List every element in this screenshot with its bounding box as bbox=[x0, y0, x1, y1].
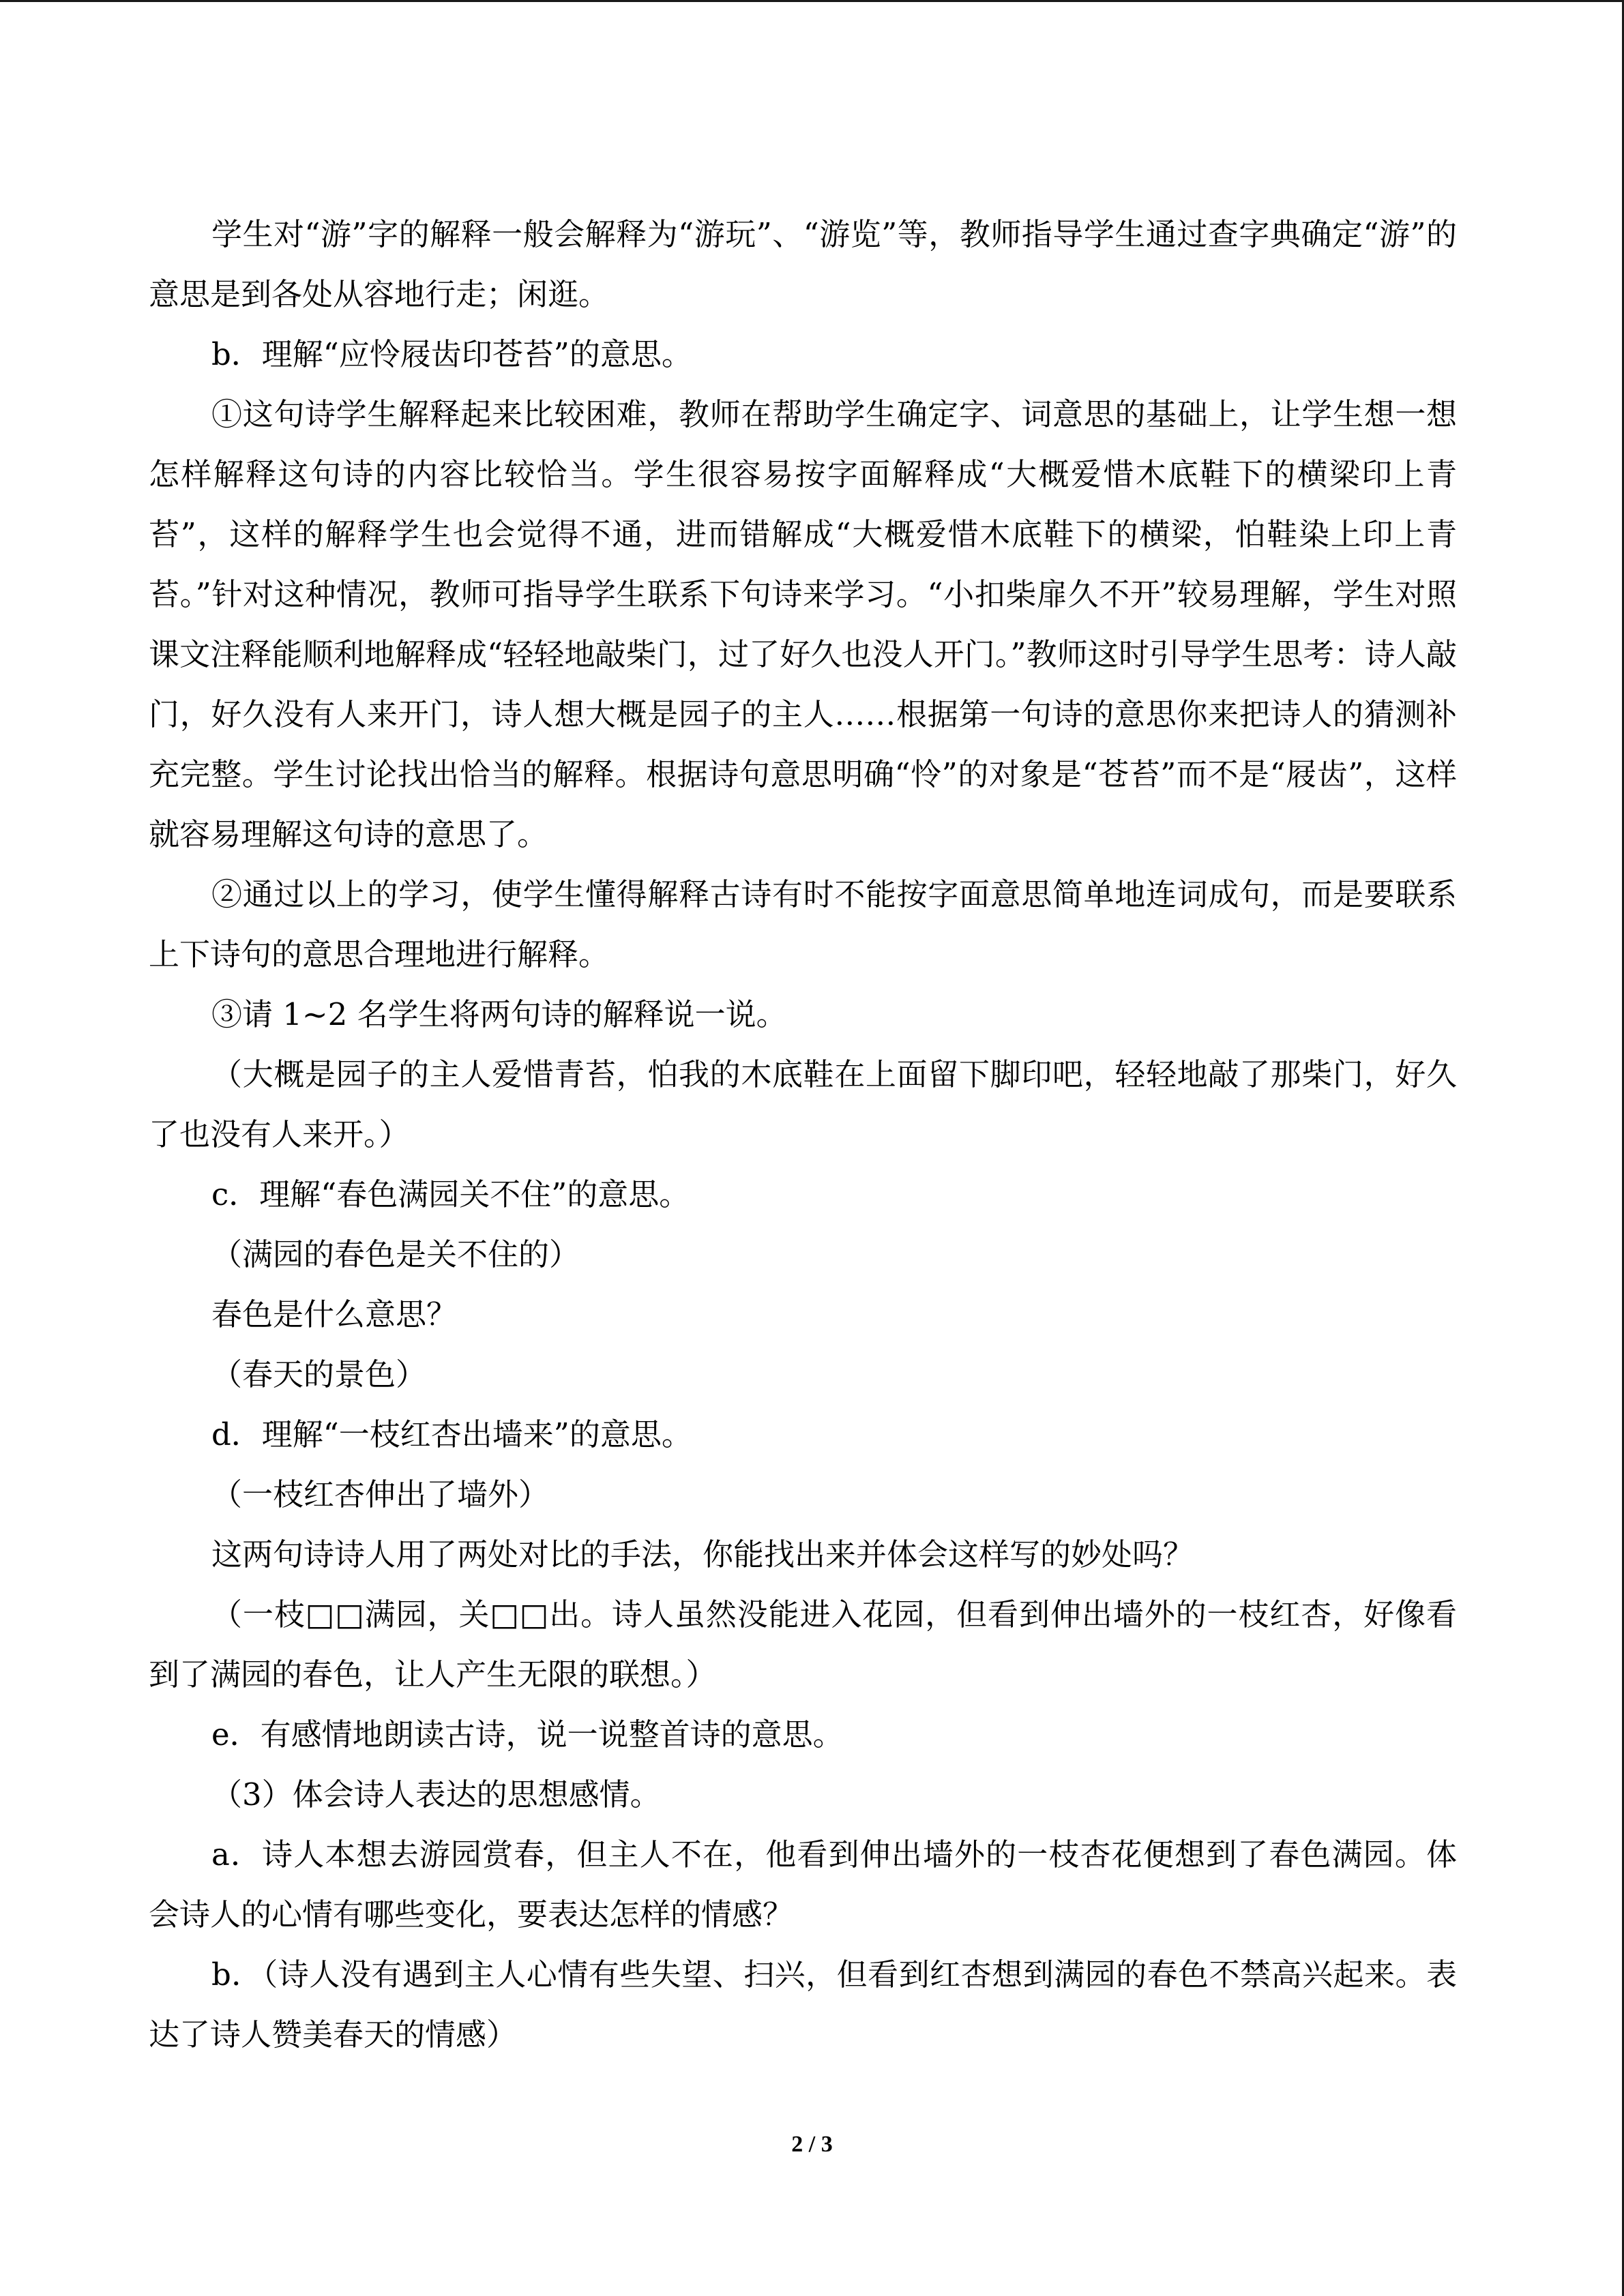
document-body bbox=[149, 205, 1457, 2065]
paragraph: b．理解“应怜屐齿印苍苔”的意思。 bbox=[211, 336, 692, 372]
paragraph: e．有感情地朗读古诗，说一说整首诗的意思。 bbox=[211, 1716, 844, 1753]
paragraph: c．理解“春色满园关不住”的意思。 bbox=[211, 1176, 690, 1212]
paragraph: （3）体会诗人表达的思想感情。 bbox=[211, 1776, 661, 1813]
paragraph: 学生对“游”字的解释一般会解释为“游玩”、“游览”等，教师指导学生通过查字典确定“游”的意思是到各处从容地行走；闲逛。 bbox=[149, 216, 1457, 312]
page-number: 2 / 3 bbox=[791, 2132, 833, 2157]
paragraph: 这两句诗诗人用了两处对比的手法，你能找出来并体会这样写的妙处吗？ bbox=[211, 1536, 1194, 1572]
paragraph: b．（诗人没有遇到主人心情有些失望、扫兴，但看到红杏想到满园的春色不禁高兴起来。表达了诗人赞美春天的情感） bbox=[149, 1956, 1457, 2053]
paragraph: （满园的春色是关不住的） bbox=[211, 1236, 580, 1272]
paragraph: （一枝□□满园，关□□出。诗人虽然没能进入花园，但看到伸出墙外的一枝红杏，好像看到了满园的春色，让人产生无限的联想。） bbox=[149, 1596, 1457, 1693]
paragraph: （一枝红杏伸出了墙外） bbox=[211, 1476, 550, 1512]
paragraph: （大概是园子的主人爱惜青苔，怕我的木底鞋在上面留下脚印吧，轻轻地敲了那柴门，好久了也没有人来开。） bbox=[149, 1056, 1457, 1152]
paragraph: a．诗人本想去游园赏春，但主人不在，他看到伸出墙外的一枝杏花便想到了春色满园。体会诗人的心情有哪些变化，要表达怎样的情感？ bbox=[149, 1836, 1457, 1933]
paragraph: ③请 1~2 名学生将两句诗的解释说一说。 bbox=[211, 996, 787, 1032]
paragraph: d．理解“一枝红杏出墙来”的意思。 bbox=[211, 1416, 692, 1452]
paragraph: （春天的景色） bbox=[211, 1356, 427, 1392]
paragraph: 春色是什么意思？ bbox=[211, 1296, 458, 1332]
top-border-line bbox=[0, 0, 1624, 2]
paragraph: ②通过以上的学习，使学生懂得解释古诗有时不能按字面意思简单地连词成句，而是要联系上下诗句的意思合理地进行解释。 bbox=[149, 876, 1457, 972]
paragraph: ①这句诗学生解释起来比较困难，教师在帮助学生确定字、词意思的基础上，让学生想一想怎样解释这句诗的内容比较恰当。学生很容易按字面解释成“大概爱惜木底鞋下的横梁印上青苔”，这样的解释学生也会觉得不通，进而错解成“大概爱惜木底鞋下的横梁，怕鞋染上印上青苔。”针对这种情况，教师可指导学生联系下句诗来学习。“小扣柴扉久不开”较易理解，学生对照课文注释能顺利地解释成“轻轻地敲柴门，过了好久也没人开门。”教师这时引导学生思考：诗人敲门，好久没有人来开门，诗人想大概是园子的主人……根据第一句诗的意思你来把诗人的猜测补充完整。学生讨论找出恰当的解释。根据诗句意思明确“怜”的对象是“苍苔”而不是“屐齿”，这样就容易理解这句诗的意思了。 bbox=[149, 396, 1457, 852]
